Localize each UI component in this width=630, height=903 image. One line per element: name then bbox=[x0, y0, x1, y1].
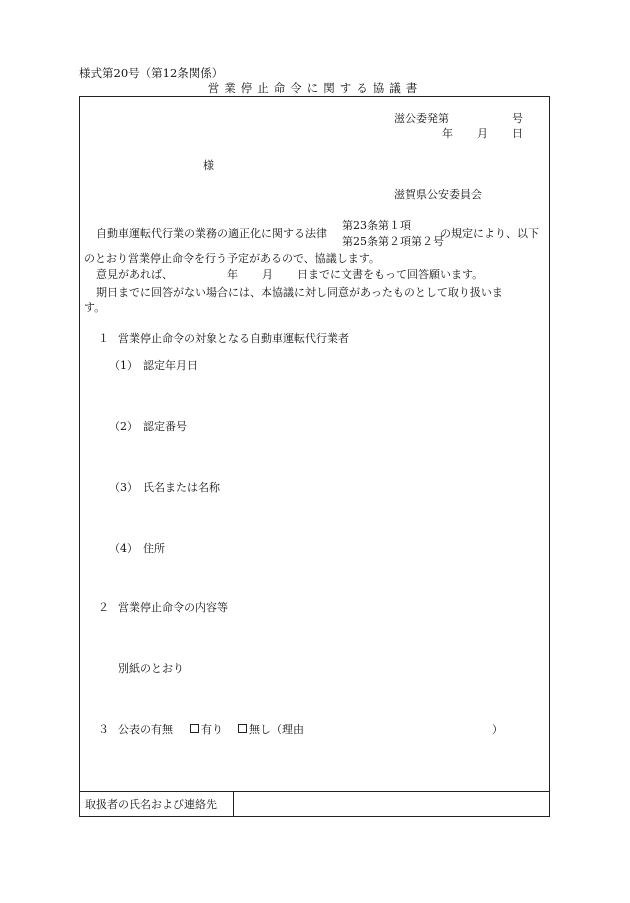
issuer-name: 滋賀県公安委員会 bbox=[394, 188, 482, 201]
item1-label: 認定年月日 bbox=[143, 359, 198, 372]
section1-title: 営業停止命令の対象となる自動車運転代行業者 bbox=[118, 332, 349, 345]
paragraph2-end: 日までに文書をもって回答願います。 bbox=[297, 268, 484, 281]
reference-suffix: 号 bbox=[512, 112, 523, 125]
form-number: 様式第20号（第12条関係） bbox=[79, 66, 224, 80]
paragraph1-end: の規定により、以下 bbox=[440, 227, 539, 240]
paragraph3-line2: す。 bbox=[84, 301, 106, 314]
section2-body: 別紙のとおり bbox=[118, 662, 184, 675]
date-year-label: 年 bbox=[442, 127, 453, 140]
paragraph1-start: 自動車運転代行業の業務の適正化に関する法律 bbox=[96, 227, 327, 240]
item2-label: 認定番号 bbox=[143, 420, 187, 433]
item1-number: （1） bbox=[109, 359, 138, 372]
publish-yes-checkbox[interactable] bbox=[190, 724, 199, 733]
publish-no-label: 無し（理由 bbox=[249, 723, 304, 736]
publish-yes-label: 有り bbox=[201, 723, 223, 736]
reply-month-label: 月 bbox=[262, 268, 273, 281]
form-frame bbox=[79, 96, 550, 817]
item3-number: （3） bbox=[109, 481, 138, 494]
section3-number: ３ bbox=[98, 723, 109, 736]
section2-number: ２ bbox=[98, 601, 109, 614]
law-article-b: 第25条第２項第２号 bbox=[342, 235, 444, 248]
paragraph1-continuation: のとおり営業停止命令を行う予定があるので、協議します。 bbox=[84, 252, 380, 265]
date-month-label: 月 bbox=[477, 127, 488, 140]
law-article-a: 第23条第１項 bbox=[342, 219, 411, 232]
paragraph3-line1: 期日までに回答がない場合には、本協議に対し同意があったものとして取り扱いま bbox=[96, 286, 503, 299]
paragraph2-start: 意見があれば、 bbox=[96, 268, 173, 281]
footer-divider bbox=[79, 791, 550, 792]
document-title: 営業停止命令に関する協議書 bbox=[207, 81, 423, 95]
item2-number: （2） bbox=[109, 420, 138, 433]
section3-title: 公表の有無 bbox=[118, 723, 173, 736]
item3-label: 氏名または名称 bbox=[143, 481, 220, 494]
addressee-honorific: 様 bbox=[203, 159, 214, 172]
section1-number: １ bbox=[98, 332, 109, 345]
date-day-label: 日 bbox=[512, 127, 523, 140]
item4-number: （4） bbox=[109, 542, 138, 555]
handler-contact-label: 取扱者の氏名および連絡先 bbox=[85, 798, 217, 811]
section2-title: 営業停止命令の内容等 bbox=[118, 601, 228, 614]
reason-close-paren: ） bbox=[492, 723, 503, 736]
reply-year-label: 年 bbox=[227, 268, 238, 281]
footer-column-divider bbox=[233, 791, 234, 817]
reference-prefix: 滋公委発第 bbox=[394, 112, 449, 125]
item4-label: 住所 bbox=[143, 542, 165, 555]
publish-no-checkbox[interactable] bbox=[238, 724, 247, 733]
